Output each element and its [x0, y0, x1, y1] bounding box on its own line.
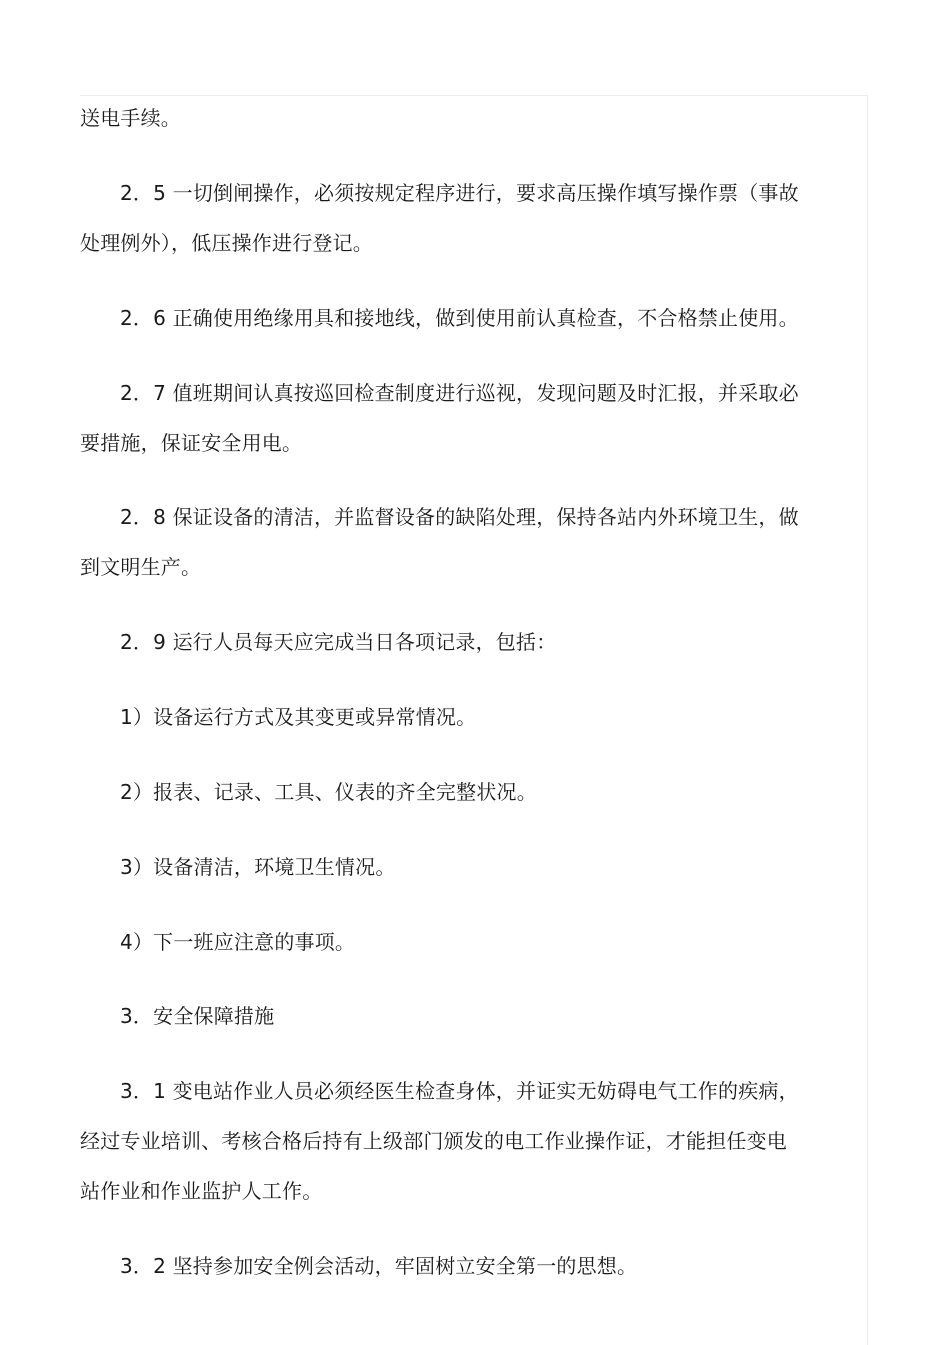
list-item: 2）报表、记录、工具、仪表的齐全完整状况。: [120, 780, 537, 804]
paragraph-line: 2．8 保证设备的清洁，并监督设备的缺陷处理，保持各站内外环境卫生，做: [120, 505, 799, 529]
paragraph-line: 要措施，保证安全用电。: [80, 431, 303, 455]
paragraph-line: 2．5 一切倒闸操作，必须按规定程序进行，要求高压操作填写操作票（事故: [120, 181, 799, 205]
paragraph-line: 2．7 值班期间认真按巡回检查制度进行巡视，发现问题及时汇报，并采取必: [120, 381, 799, 405]
paragraph-line: 3．1 变电站作业人员必须经医生检查身体，并证实无妨碍电气工作的疾病，: [120, 1079, 799, 1103]
paragraph-line: 到文明生产。: [80, 555, 202, 579]
paragraph-line: 经过专业培训、考核合格后持有上级部门颁发的电工作业操作证，才能担任变电: [80, 1129, 787, 1153]
paragraph-line: 2．9 运行人员每天应完成当日各项记录，包括：: [120, 630, 557, 654]
list-item: 4）下一班应注意的事项。: [120, 930, 356, 954]
paragraph-line: 站作业和作业监护人工作。: [80, 1179, 323, 1203]
paragraph-line: 处理例外），低压操作进行登记。: [80, 231, 373, 255]
list-item: 1）设备运行方式及其变更或异常情况。: [120, 705, 477, 729]
paragraph-line: 2．6 正确使用绝缘用具和接地线，做到使用前认真检查，不合格禁止使用。: [120, 306, 799, 330]
paragraph-line: 3．2 坚持参加安全例会活动，牢固树立安全第一的思想。: [120, 1254, 638, 1278]
section-heading: 3．安全保障措施: [120, 1004, 275, 1028]
paragraph-line: 送电手续。: [80, 106, 181, 130]
list-item: 3）设备清洁，环境卫生情况。: [120, 855, 396, 879]
